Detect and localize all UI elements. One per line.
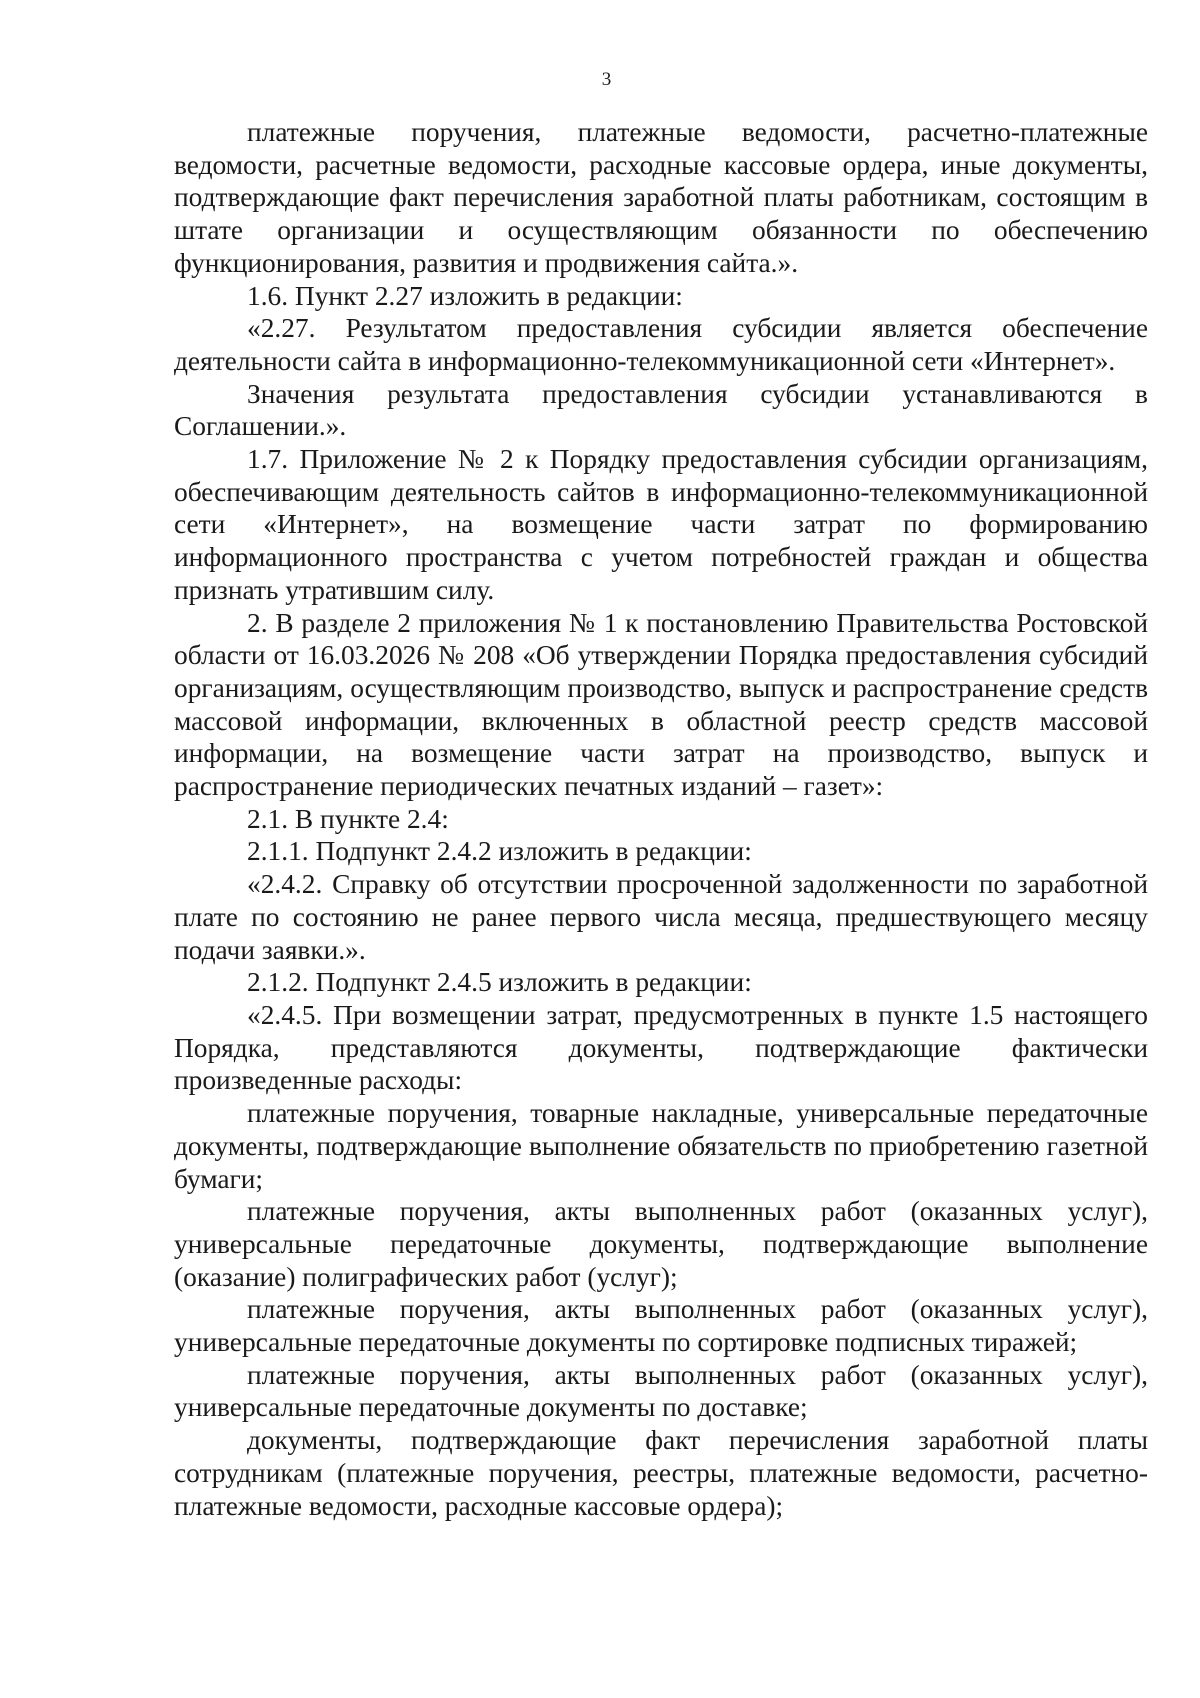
paragraph-1-6: 1.6. Пункт 2.27 изложить в редакции: xyxy=(247,280,683,311)
paragraph-sorting-documents: платежные поручения, акты выполненных работ (оказанных услуг), универсальные передаточные документы по сортировке подписных тиражей; xyxy=(174,1294,1148,1358)
paragraph-2-4-5: «2.4.5. При возмещении затрат, предусмотренных в пункте 1.5 настоящего Порядка, представляются документы, подтверждающие фактически произведенные расходы: xyxy=(174,999,1148,1096)
paragraph-printing-documents: платежные поручения, акты выполненных работ (оказанных услуг), универсальные передаточные документы, подтверждающие выполнение (оказание) полиграфических работ (услуг); xyxy=(174,1196,1148,1292)
page-number: 3 xyxy=(601,69,612,90)
paragraph-2-1-1: 2.1.1. Подпункт 2.4.2 изложить в редакции: xyxy=(247,836,752,867)
paragraph-result-values: Значения результата предоставления субсидии устанавливаются в Соглашении.». xyxy=(174,378,1148,442)
paragraph-2-4-2: «2.4.2. Справку об отсутствии просроченной задолженности по заработной плате по состоянию не ранее первого числа месяца, предшествующего месяцу подачи заявки.». xyxy=(174,869,1148,965)
paragraph-2-1-2: 2.1.2. Подпункт 2.4.5 изложить в редакции: xyxy=(247,967,752,998)
paragraph-1-7: 1.7. Приложение № 2 к Порядку предоставления субсидии организациям, обеспечивающим деятельность сайтов в информационно-телекоммуникационной сети «Интернет», на возмещение части затрат по формированию информационного пространства с учетом потребностей граждан и общества признать утратившим силу. xyxy=(174,444,1148,605)
document-body xyxy=(174,116,1148,1522)
paragraph-2-1: 2.1. В пункте 2.4: xyxy=(247,803,449,834)
paragraph-2-27: «2.27. Результатом предоставления субсидии является обеспечение деятельности сайта в информационно-телекоммуникационной сети «Интернет». xyxy=(174,313,1148,376)
paragraph-salary-documents: документы, подтверждающие факт перечисления заработной платы сотрудникам (платежные поручения, реестры, платежные ведомости, расчетно-платежные ведомости, расходные кассовые ордера); xyxy=(174,1425,1148,1521)
paragraph-2: 2. В разделе 2 приложения № 1 к постановлению Правительства Ростовской области от 16.03.2026 № 208 «Об утверждении Порядка предоставления субсидий организациям, осуществляющим производство, выпуск и распространение средств массовой информации, включенных в областной реестр средств массовой информации, на возмещение части затрат на производство, выпуск и распространение периодических печатных изданий – газет»: xyxy=(174,607,1148,802)
paragraph-delivery-documents: платежные поручения, акты выполненных работ (оказанных услуг), универсальные передаточные документы по доставке; xyxy=(174,1359,1148,1423)
paragraph-newsprint-documents: платежные поручения, товарные накладные, универсальные передаточные документы, подтверждающие выполнение обязательств по приобретению газетной бумаги; xyxy=(174,1098,1148,1194)
paragraph-payment-documents: платежные поручения, платежные ведомости, расчетно-платежные ведомости, расчетные ведомости, расходные кассовые ордера, иные документы, подтверждающие факт перечисления заработной платы работникам, состоящим в штате организации и осуществляющим обязанности по обеспечению функционирования, развития и продвижения сайта.». xyxy=(174,117,1148,278)
